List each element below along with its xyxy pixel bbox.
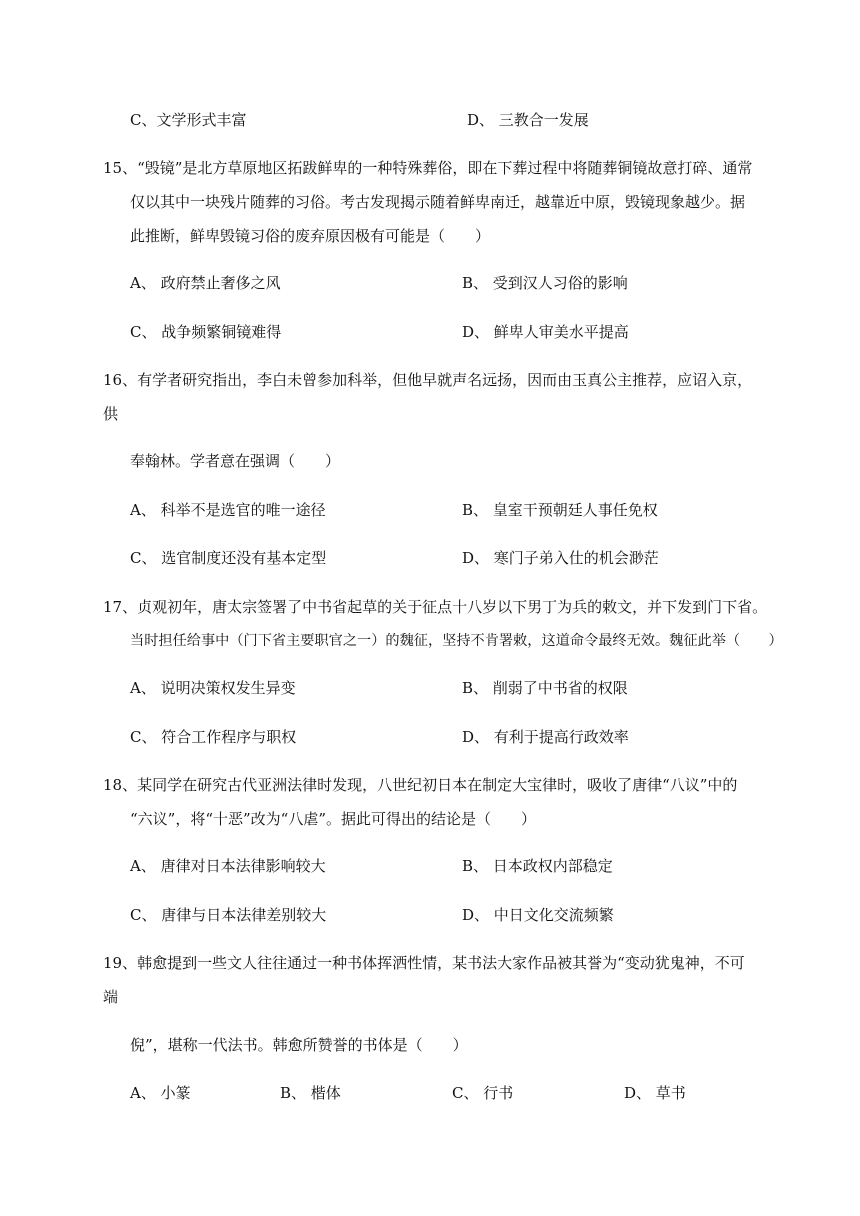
q19-option-d: D、 草书 [624,1084,686,1102]
q16-stem-line-1: 16、有学者研究指出，李白未曾参加科举，但他早就声名远扬，因而由玉真公主推荐，应诏入京， [103,371,753,389]
q18-option-d: D、 中日文化交流频繁 [462,906,614,924]
q15-option-a: A、 政府禁止奢侈之风 [130,274,281,292]
q15-option-b: B、 受到汉人习俗的影响 [462,274,628,292]
q16-stem-line-3: 奉翰林。学者意在强调（ ） [130,452,341,470]
q16-option-d: D、 寒门子弟入仕的机会渺茫 [462,549,659,567]
q15-stem-line-3: 此推断，鲜卑毁镜习俗的废弃原因极有可能是（ ） [130,227,491,245]
q16-stem-line-2: 供 [103,405,119,423]
q18-stem-line-1: 18、某同学在研究古代亚洲法律时发现，八世纪初日本在制定大宝律时，吸收了唐律“八议”中的 [103,776,738,794]
q19-option-a: A、 小篆 [130,1084,191,1102]
q19-option-c: C、 行书 [452,1084,514,1102]
q15-stem-line-1: 15、“毁镜”是北方草原地区拓跋鲜卑的一种特殊葬俗，即在下葬过程中将随葬铜镜故意打碎、通常 [103,159,753,177]
q18-option-c: C、 唐律与日本法律差别较大 [130,906,327,924]
q17-option-b: B、 削弱了中书省的权限 [462,679,628,697]
q19-option-b: B、 楷体 [280,1084,341,1102]
q19-stem-line-3: 倪”，堪称一代法书。韩愈所赞誉的书体是（ ） [130,1036,468,1054]
q19-stem-line-1: 19、韩愈提到一些文人往往通过一种书体挥洒性情，某书法大家作品被其誉为“变动犹鬼神，不可 [103,954,745,972]
q17-stem-line-2: 当时担任给事中（门下省主要职官之一）的魏征，坚持不肯署敕，这道命令最终无效。魏征此举（ ） [130,633,783,649]
q14-option-c: C、文学形式丰富 [130,111,247,129]
q18-option-a: A、 唐律对日本法律影响较大 [130,857,326,875]
q18-option-b: B、 日本政权内部稳定 [462,857,613,875]
q16-option-a: A、 科举不是选官的唯一途径 [130,501,326,519]
q18-stem-line-2: “六议”，将“十恶”改为“八虐”。据此可得出的结论是（ ） [130,810,537,828]
q19-stem-line-2: 端 [103,988,119,1006]
q17-option-d: D、 有利于提高行政效率 [462,728,629,746]
q14-option-d: D、 三教合一发展 [467,111,589,129]
q15-stem-line-2: 仅以其中一块残片随葬的习俗。考古发现揭示随着鲜卑南迁，越靠近中原，毁镜现象越少。据 [130,193,746,211]
q17-stem-line-1: 17、贞观初年，唐太宗签署了中书省起草的关于征点十八岁以下男丁为兵的敕文，并下发到门下省。 [103,598,768,616]
q15-option-d: D、 鲜卑人审美水平提高 [462,323,629,341]
q16-option-b: B、 皇室干预朝廷人事任免权 [462,501,658,519]
q17-option-a: A、 说明决策权发生异变 [130,679,296,697]
q15-option-c: C、 战争频繁铜镜难得 [130,323,282,341]
q16-option-c: C、 选官制度还没有基本定型 [130,549,327,567]
q17-option-c: C、 符合工作程序与职权 [130,728,297,746]
